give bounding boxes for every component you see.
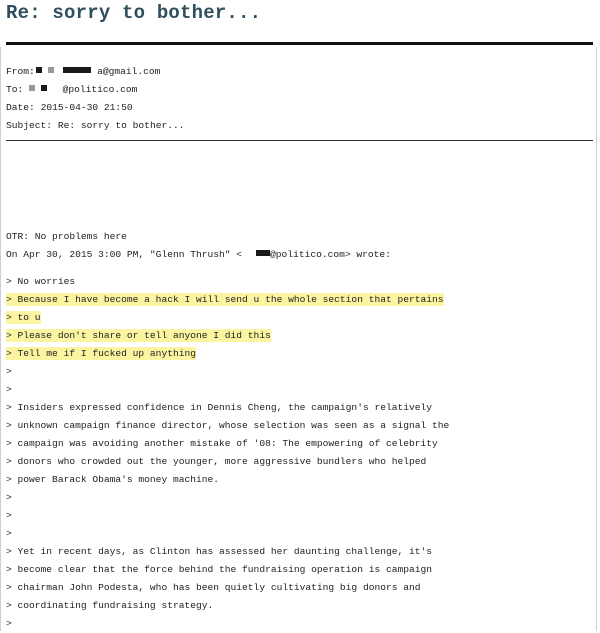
quoted-line-highlighted [6, 345, 596, 363]
from-label: From: [6, 66, 35, 77]
quoted-line: > donors who crowded out the younger, more aggressive bundlers who helped [6, 456, 427, 467]
attribution-prefix: On Apr 30, 2015 3:00 PM, "Glenn Thrush" < [6, 249, 243, 260]
subject-value: Re: sorry to bother... [57, 120, 185, 131]
from-address: a@gmail.com [97, 66, 161, 77]
from-line [6, 63, 596, 81]
highlight: > Tell me if I fucked up anything [6, 348, 196, 359]
quoted-line: > [6, 384, 12, 395]
subject-line [6, 117, 596, 135]
quoted-line: > [6, 618, 12, 629]
quoted-line: > power Barack Obama's money machine. [6, 474, 220, 485]
quoted-line-highlighted [6, 291, 596, 309]
highlight: > to u [6, 312, 41, 323]
title-divider [6, 42, 593, 45]
redaction [29, 85, 35, 91]
highlight: > Because I have become a hack I will send u the whole section that pertains [6, 294, 444, 305]
quoted-line: > Insiders expressed confidence in Dennis Cheng, the campaign's relatively [6, 402, 433, 413]
subject-label: Subject: [6, 120, 53, 131]
quoted-line: > [6, 510, 12, 521]
date-value: 2015-04-30 21:50 [40, 102, 133, 113]
otr-line: OTR: No problems here [6, 231, 127, 242]
redaction [41, 85, 47, 91]
quoted-line: > No worries [6, 276, 76, 287]
quoted-line-highlighted [6, 309, 596, 327]
redaction [256, 250, 270, 256]
quoted-line: > Yet in recent days, as Clinton has assessed her daunting challenge, it's [6, 546, 433, 557]
email-title: Re: sorry to bother... [6, 2, 262, 24]
to-address: @politico.com [62, 84, 138, 95]
quoted-line: > campaign was avoiding another mistake of '08: The empowering of celebrity [6, 438, 438, 449]
to-line [6, 81, 596, 99]
highlight: > Please don't share or tell anyone I did this [6, 330, 271, 341]
email-header [6, 63, 596, 135]
quoted-line: > [6, 492, 12, 503]
quoted-line: > unknown campaign finance director, whose selection was seen as a signal the [6, 420, 450, 431]
quoted-line: > become clear that the force behind the fundraising operation is campaign [6, 564, 433, 575]
quoted-line: > chairman John Podesta, who has been quietly cultivating big donors and [6, 582, 421, 593]
attribution-suffix: @politico.com> wrote: [270, 249, 391, 260]
redaction [48, 67, 54, 73]
email-body [6, 228, 596, 633]
date-line [6, 99, 596, 117]
quoted-line: > [6, 366, 12, 377]
date-label: Date: [6, 102, 35, 113]
to-label: To: [6, 84, 24, 95]
redaction [36, 67, 42, 73]
header-divider [6, 140, 593, 141]
quoted-line-highlighted [6, 327, 596, 345]
quoted-line: > [6, 528, 12, 539]
quoted-line: > coordinating fundraising strategy. [6, 600, 214, 611]
redaction [63, 67, 91, 73]
attribution-line [6, 246, 596, 264]
